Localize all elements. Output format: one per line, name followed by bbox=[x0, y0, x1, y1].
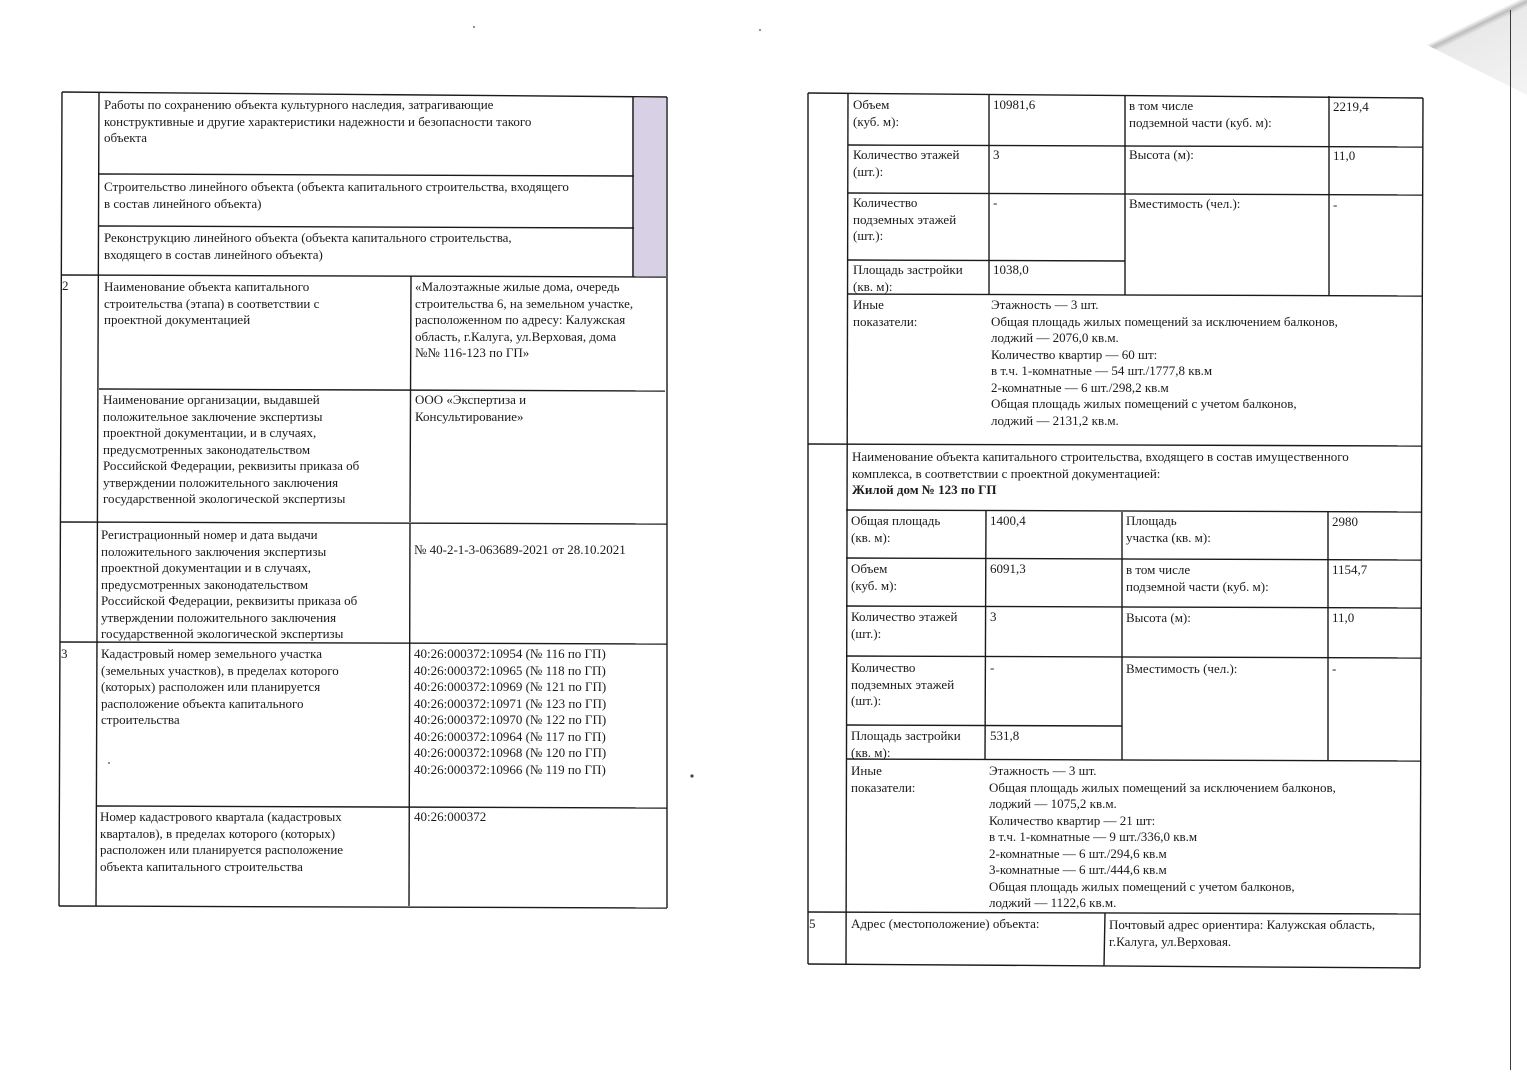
quarter-value: 40:26:000372 bbox=[414, 809, 487, 824]
row-number-3: 3 bbox=[61, 646, 68, 661]
a-under-floors-label: Количество подземных этажей (шт.): bbox=[853, 195, 957, 243]
a-capacity-label: Вместимость (чел.): bbox=[1129, 196, 1241, 211]
b-underground-value: 1154,7 bbox=[1332, 562, 1368, 577]
a-floors-label: Количество этажей (шт.): bbox=[853, 147, 960, 179]
a-other-value: Этажность — 3 шт. Общая площадь жилых помещений за исключением балконов, лоджий — 2076,0 кв.м. Количество квартир — 60 шт: в т.ч. 1-комнатные — 54 шт./1777,8 кв.м 2-комнатные — 6 шт./298,2 кв.м Общая площадь жилых помещений с учетом балконов, лоджий — 2131,2 кв.м. bbox=[991, 297, 1338, 428]
a-capacity-value: - bbox=[1333, 197, 1338, 212]
b-under-floors-label: Количество подземных этажей (шт.): bbox=[851, 660, 955, 708]
b-floors-label: Количество этажей (шт.): bbox=[851, 609, 958, 641]
a-underground-value: 2219,4 bbox=[1333, 99, 1369, 114]
object-name-value: «Малоэтажные жилые дома, очередь строительства 6, на земельном участке, расположенном по адресу: Калужская область, г.Калуга, ул.Верховая, дома №№ 116-123 по ГП» bbox=[415, 279, 634, 360]
org-label: Наименование организации, выдавшей положительное заключение экспертизы проектной документации, и в случаях, предусмотренных законодательством Российской Федерации, реквизиты приказа об утверждении положительного заключения государственной экологической экспертизы bbox=[103, 392, 360, 506]
cadastral-value: 40:26:000372:10954 (№ 116 по ГП) 40:26:000372:10965 (№ 118 по ГП) 40:26:000372:10969 (№ 121 по ГП) 40:26:000372:10971 (№ 123 по ГП) 40:26:000372:10970 (№ 122 по ГП) 40:26:000372:10964 (№ 117 по ГП) 40:26:000372:10968 (№ 120 по ГП) 40:26:000372:10966 (№ 119 по ГП) bbox=[414, 646, 607, 777]
a-other-label: Иные показатели: bbox=[853, 297, 918, 329]
b-capacity-label: Вместимость (чел.): bbox=[1126, 661, 1238, 676]
b-floors-value: 3 bbox=[990, 609, 997, 624]
works-heritage-text: Работы по сохранению объекта культурного наследия, затрагивающие конструктивные и другие характеристики надежности и безопасности такого объекта bbox=[104, 97, 532, 145]
linear-construction-text: Строительство линейного объекта (объекта капитального строительства, входящего в состав линейного объекта) bbox=[104, 179, 569, 211]
a-height-label: Высота (м): bbox=[1129, 147, 1194, 162]
address-label: Адрес (местоположение) объекта: bbox=[851, 916, 1040, 931]
b-other-value: Этажность — 3 шт. Общая площадь жилых помещений за исключением балконов, лоджий — 1075,2 кв.м. Количество квартир — 21 шт: в т.ч. 1-комнатные — 9 шт./336,0 кв.м 2-комнатные — 6 шт./294,6 кв.м 3-комнатные — 6 шт./444,6 кв.м Общая площадь жилых помещений с учетом балконов, лоджий — 1122,6 кв.м. bbox=[989, 763, 1336, 910]
complex-intro: Наименование объекта капитального строительства, входящего в состав имущественного комплекса, в соответствии с проектной документацией: bbox=[852, 449, 1349, 481]
a-volume-value: 10981,6 bbox=[993, 97, 1036, 112]
linear-reconstruction-text: Реконструкцию линейного объекта (объекта капитального строительства, входящего в состав линейного объекта) bbox=[104, 230, 512, 262]
b-volume-label: Объем (куб. м): bbox=[851, 561, 898, 593]
registration-label: Регистрационный номер и дата выдачи положительного заключения экспертизы проектной документации и в случаях, предусмотренных законодательством Российской Федерации, реквизиты приказа об утверждении положительного заключения государственной экологической экспертизы bbox=[101, 527, 358, 641]
a-volume-label: Объем (куб. м): bbox=[853, 97, 900, 129]
address-value: Почтовый адрес ориентира: Калужская область, г.Калуга, ул.Верховая. bbox=[1109, 917, 1376, 949]
complex-name: Жилой дом № 123 по ГП bbox=[852, 482, 997, 497]
cadastral-label: Кадастровый номер земельного участка (земельных участков), в пределах которого (которых) расположен или планируется расположение объекта капитального строительства bbox=[101, 646, 339, 727]
b-height-label: Высота (м): bbox=[1126, 610, 1191, 625]
a-height-value: 11,0 bbox=[1333, 148, 1356, 163]
row-number-2: 2 bbox=[62, 278, 69, 293]
a-built-value: 1038,0 bbox=[993, 262, 1029, 277]
a-floors-value: 3 bbox=[993, 147, 1000, 162]
org-value: ООО «Экспертиза и Консультирование» bbox=[415, 392, 527, 424]
b-plot-label: Площадь участка (кв. м): bbox=[1126, 513, 1211, 545]
b-height-value: 11,0 bbox=[1332, 610, 1355, 625]
b-capacity-value: - bbox=[1332, 661, 1337, 676]
quarter-label: Номер кадастрового квартала (кадастровых кварталов), в пределах которого (которых) расположен или планируется расположение объекта капитального строительства bbox=[100, 809, 344, 874]
a-underground-label: в том числе подземной части (куб. м): bbox=[1129, 98, 1272, 130]
b-plot-value: 2980 bbox=[1332, 514, 1358, 529]
b-volume-value: 6091,3 bbox=[990, 561, 1026, 576]
b-other-label: Иные показатели: bbox=[851, 763, 916, 795]
object-name-label: Наименование объекта капитального строительства (этапа) в соответствии с проектной документацией bbox=[104, 279, 320, 327]
b-underground-label: в том числе подземной части (куб. м): bbox=[1126, 562, 1269, 594]
b-area-value: 1400,4 bbox=[990, 513, 1026, 528]
b-area-label: Общая площадь (кв. м): bbox=[851, 513, 941, 545]
b-under-floors-value: - bbox=[990, 660, 995, 675]
b-built-label: Площадь застройки (кв. м): bbox=[851, 728, 961, 760]
b-built-value: 531,8 bbox=[990, 728, 1020, 743]
registration-value: № 40-2-1-3-063689-2021 от 28.10.2021 bbox=[414, 542, 626, 557]
row-number-5: 5 bbox=[809, 916, 816, 931]
a-built-label: Площадь застройки (кв. м): bbox=[853, 262, 963, 294]
a-under-floors-value: - bbox=[993, 195, 998, 210]
